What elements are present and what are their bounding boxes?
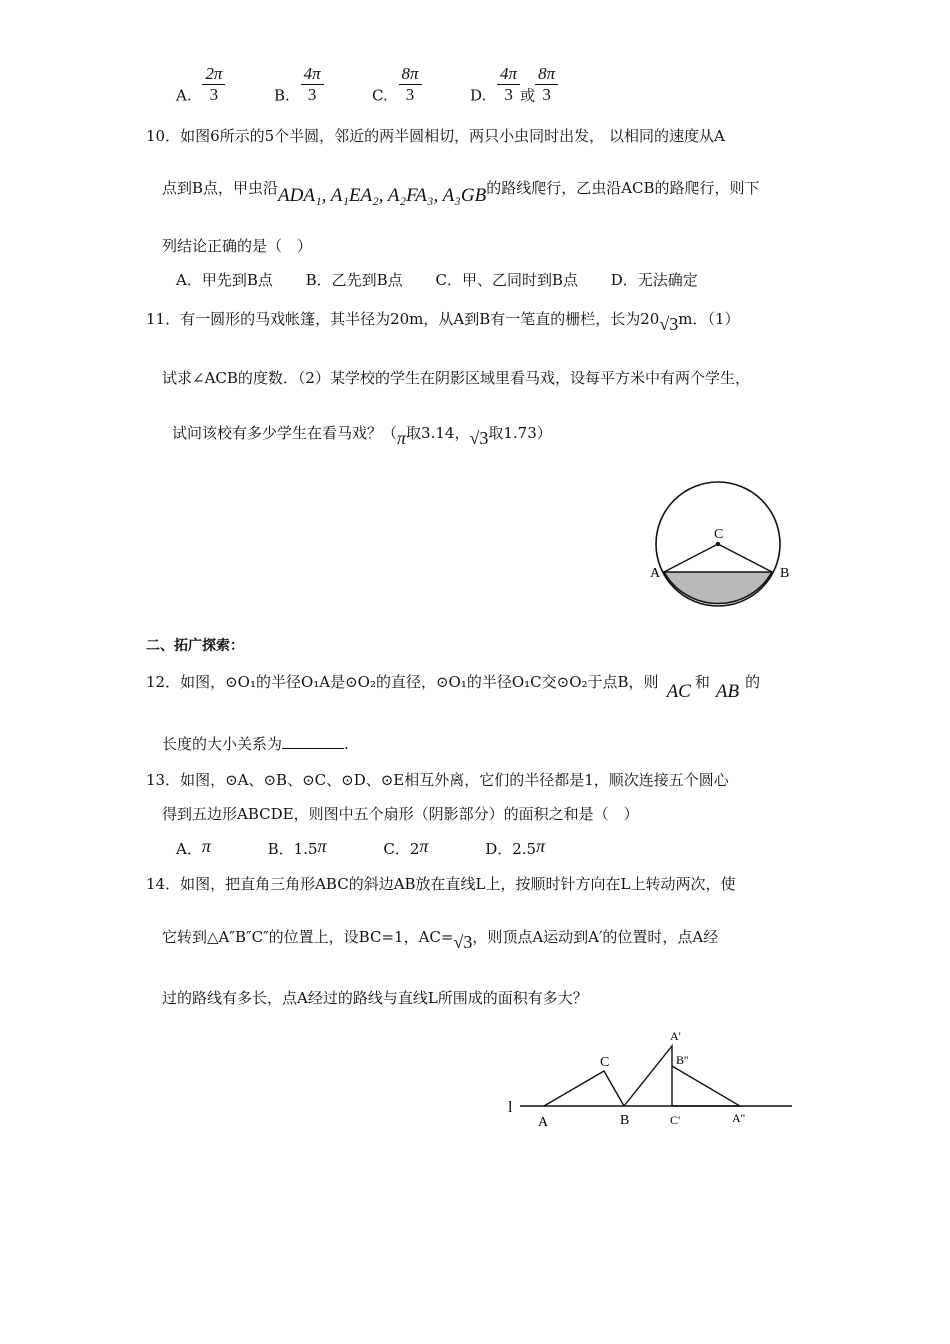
q13-option-c-label: C．2 [383, 840, 420, 858]
label-a-prime: A' [670, 1029, 681, 1043]
fraction-denominator: 3 [209, 85, 219, 104]
label-c-prime: C' [670, 1113, 681, 1127]
q11-line-3-post: 取1.73） [488, 424, 552, 442]
label-b-double-prime: B'' [676, 1053, 689, 1067]
q13-line-2: 得到五边形ABCDE，则图中五个扇形（阴影部分）的面积之和是（ ） [162, 805, 639, 823]
q11-circle-figure [640, 480, 800, 620]
q9-option-d-fraction-1 [497, 64, 520, 105]
q11-line-1-pre: 11．有一圆形的马戏帐篷，其半径为20m，从A到B有一笔直的栅栏，长为20 [146, 310, 660, 328]
q10-line-1: 10．如图6所示的5个半圆，邻近的两半圆相切，两只小虫同时出发， 以相同的速度从A [146, 127, 725, 145]
q10-line-2-post: 的路线爬行，乙虫沿ACB的路爬行，则下 [486, 179, 760, 197]
q14-line-3: 过的路线有多长，点A经过的路线与直线L所围成的面积有多大？ [162, 989, 588, 1007]
answer-blank[interactable] [282, 734, 344, 749]
q13-option-d-label: D．2.5 [485, 840, 537, 858]
q9-option-d-fraction-2 [535, 64, 558, 105]
q12-line-1-post: 的 [745, 673, 761, 691]
q14-line-2-pre: 它转到△A″B″C″的位置上，设BC=1，AC= [162, 928, 454, 946]
radius-ca [664, 544, 718, 572]
q10-option-c: C．甲、乙同时到B点 [435, 271, 578, 289]
fraction-numerator: 8π [399, 64, 422, 85]
label-b: B [620, 1113, 630, 1128]
q13-option-b-label: B．1.5 [267, 840, 318, 858]
q11-line-3-mid: 取3.14， [406, 424, 470, 442]
q9-option-d-label: D. [470, 86, 487, 105]
label-c: C [600, 1055, 610, 1070]
q12-line-1-pre: 12．如图，⊙O₁的半径O₁A是⊙O₂的直径，⊙O₁的半径O₁C交⊙O₂于点B，则 [146, 673, 659, 691]
q9-option-b-fraction [301, 64, 324, 105]
q9-options [0, 64, 950, 112]
q12-arc-ac: AC [666, 681, 691, 702]
fraction-numerator: 4π [497, 64, 520, 85]
q12-and: 和 [694, 673, 710, 691]
q13-option-a [176, 836, 211, 858]
q12-arc-ab: AB [715, 681, 740, 702]
fraction-numerator: 8π [535, 64, 558, 85]
fraction-denominator: 3 [405, 85, 415, 104]
q11-sqrt3-b: √3 [469, 428, 489, 448]
label-a: A [650, 566, 661, 581]
q10-options [176, 270, 698, 290]
radius-cb [718, 544, 772, 572]
q10-line-3: 列结论正确的是（ ） [162, 237, 313, 255]
q11-pi: π [397, 428, 407, 448]
q11-line-3-pre: 试问该校有多少学生在看马戏？（ [172, 424, 398, 442]
q13-option-a-value: π [201, 836, 211, 856]
q13-option-d [485, 836, 546, 858]
shaded-segment [664, 572, 772, 604]
q12-line-1 [146, 672, 761, 702]
label-a: A [538, 1115, 549, 1130]
triangle-abc [544, 1071, 624, 1106]
q10-line-2 [162, 178, 760, 206]
q14-sqrt3: √3 [453, 932, 473, 952]
q13-options [176, 838, 545, 859]
q11-line-1 [146, 308, 740, 334]
q9-option-c-fraction [399, 64, 422, 105]
q10-option-b: B．乙先到B点 [305, 271, 403, 289]
fraction-denominator: 3 [504, 85, 513, 104]
q10-option-d: D．无法确定 [610, 271, 698, 289]
q9-option-a-label: A. [176, 86, 192, 105]
q14-triangle-figure [500, 1022, 800, 1132]
q9-option-d-or: 或 [520, 86, 536, 105]
q14-line-1: 14．如图，把直角三角形ABC的斜边AB放在直线L上，按顺时针方向在L上转动两次，使 [146, 875, 736, 893]
fraction-numerator: 2π [202, 64, 225, 85]
q13-line-1: 13．如图，⊙A、⊙B、⊙C、⊙D、⊙E相互外离，它们的半径都是1，顺次连接五个圆心 [146, 771, 729, 789]
q10-path: ADA₁, A₁EA₂, A₂FA₃, A₃GB [278, 185, 487, 206]
q11-sqrt3: √3 [659, 314, 679, 334]
q9-option-c-label: C. [372, 86, 388, 105]
q11-line-1-post: m．（1） [678, 310, 740, 328]
triangle-rotated-2 [672, 1066, 740, 1106]
q9-option-b-label: B. [274, 86, 290, 105]
center-point-c [716, 542, 720, 546]
q13-option-c-value: π [419, 836, 429, 856]
label-c: C [714, 527, 724, 542]
q13-option-d-value: π [536, 836, 546, 856]
triangle-rotated-1 [624, 1046, 672, 1106]
q13-option-a-label: A． [176, 840, 202, 858]
q14-line-2-post: ，则顶点A运动到A′的位置时，点A经 [472, 928, 719, 946]
q12-line-2-pre: 长度的大小关系为 [162, 735, 283, 753]
q13-option-c [383, 836, 429, 858]
q12-line-2 [162, 734, 349, 754]
q10-option-a: A．甲先到B点 [176, 271, 273, 289]
q13-option-b [267, 836, 327, 858]
q11-line-2: 试求∠ACB的度数．（2）某学校的学生在阴影区域里看马戏，设每平方米中有两个学生， [162, 369, 750, 387]
label-b: B [780, 566, 790, 581]
q13-option-b-value: π [317, 836, 327, 856]
q10-line-2-pre: 点到B点，甲虫沿 [162, 179, 279, 197]
section-2-title: 二、拓广探索： [146, 638, 244, 654]
q11-line-3 [172, 422, 552, 448]
q12-line-2-post: . [344, 735, 349, 753]
q9-option-a-fraction [202, 64, 225, 105]
label-a-double-prime: A'' [732, 1111, 745, 1125]
fraction-denominator: 3 [307, 85, 317, 104]
label-l: l [508, 1099, 513, 1116]
q14-line-2 [162, 926, 719, 952]
fraction-numerator: 4π [301, 64, 324, 85]
fraction-denominator: 3 [542, 85, 551, 104]
